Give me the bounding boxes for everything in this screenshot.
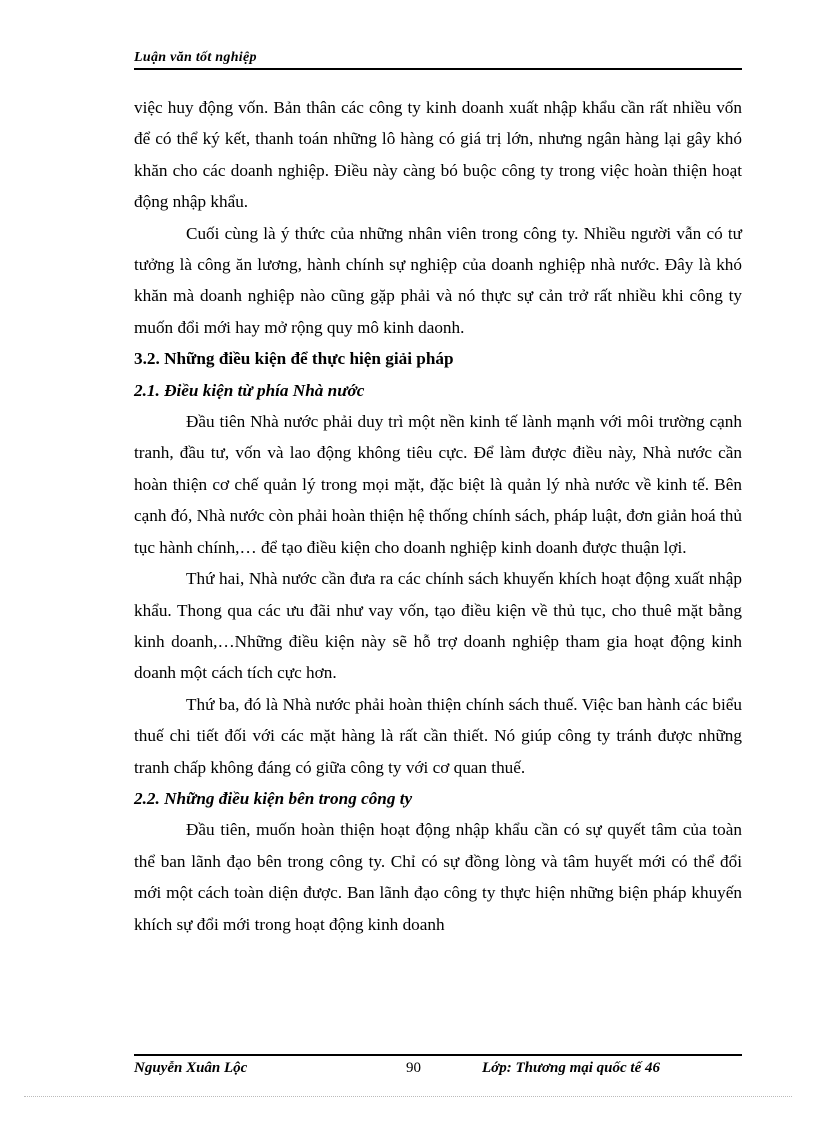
footer-author: Nguyễn Xuân Lộc [134,1060,248,1076]
footer-class: Lớp: Thương mại quốc tế 46 [482,1060,661,1076]
subsection-heading-2-1: 2.1. Điều kiện từ phía Nhà nước [134,380,365,400]
page-header [134,50,742,70]
paragraph-staff-awareness: Cuối cùng là ý thức của những nhân viên trong công ty. Nhiều người vẫn có tư tưởng là công ăn lương, hành chính sự nghiệp của doanh nghiệp nhà nước. Đây là khó khăn mà doanh nghiệp nào cũng gặp phải và nó thực sự cản trở rất nhiều khi công ty muốn đổi mới hay mở rộng quy mô kinh daonh. [134,223,742,337]
section-heading-3-2: 3.2. Những điều kiện để thực hiện giải pháp [134,349,454,369]
paragraph-state-first: Đầu tiên Nhà nước phải duy trì một nền kinh tế lành mạnh với môi trường cạnh tranh, đầu tư, vốn và lao động không tiêu cực. Để làm được điều này, Nhà nước cần hoàn thiện cơ chế quản lý trong mọi mặt, đặc biệt là quản lý nhà nước về kinh tế. Bên cạnh đó, Nhà nước còn phải hoàn thiện hệ thống chính sách, pháp luật, đơn giản hoá thủ tục hành chính,… để tạo điều kiện cho doanh nghiệp kinh doanh được thuận lợi. [134,412,742,557]
subsection-heading-2-2: 2.2. Những điều kiện bên trong công ty [134,788,413,808]
paragraph-capital: việc huy động vốn. Bản thân các công ty kinh doanh xuất nhập khẩu cần rất nhiều vốn để có thể ký kết, thanh toán những lô hàng có giá trị lớn, nhưng ngân hàng lại gây khó khăn cho các doanh nghiệp. Điều này càng bó buộc công ty trong việc hoàn thiện hoạt động nhập khẩu. [134,98,742,212]
paragraph-internal-first: Đầu tiên, muốn hoàn thiện hoạt động nhập khẩu cần có sự quyết tâm của toàn thể ban lãnh đạo bên trong công ty. Chỉ có sự đồng lòng và tâm huyết mới có thể đổi mới một cách toàn diện được. Ban lãnh đạo công ty thực hiện những biện pháp khuyến khích sự đổi mới trong hoạt động kinh doanh [134,820,742,934]
paragraph-state-third: Thứ ba, đó là Nhà nước phải hoàn thiện chính sách thuế. Việc ban hành các biểu thuế chi tiết đối với các mặt hàng là rất cần thiết. Nó giúp công ty tránh được những tranh chấp không đáng có giữa công ty với cơ quan thuế. [134,694,742,777]
paragraph-state-second: Thứ hai, Nhà nước cần đưa ra các chính sách khuyến khích hoạt động xuất nhập khẩu. Thong qua các ưu đãi như vay vốn, tạo điều kiện về thủ tục, cho thuê mặt bằng kinh doanh,…Những điều kiện này sẽ hỗ trợ doanh nghiệp tham gia hoạt động kinh doanh một cách tích cực hơn. [134,569,742,683]
header-title: Luận văn tốt nghiệp [134,50,257,65]
page-number: 90 [406,1060,421,1076]
document-body [134,92,742,940]
page-edge-divider [24,1096,792,1097]
page-footer [134,1054,742,1080]
